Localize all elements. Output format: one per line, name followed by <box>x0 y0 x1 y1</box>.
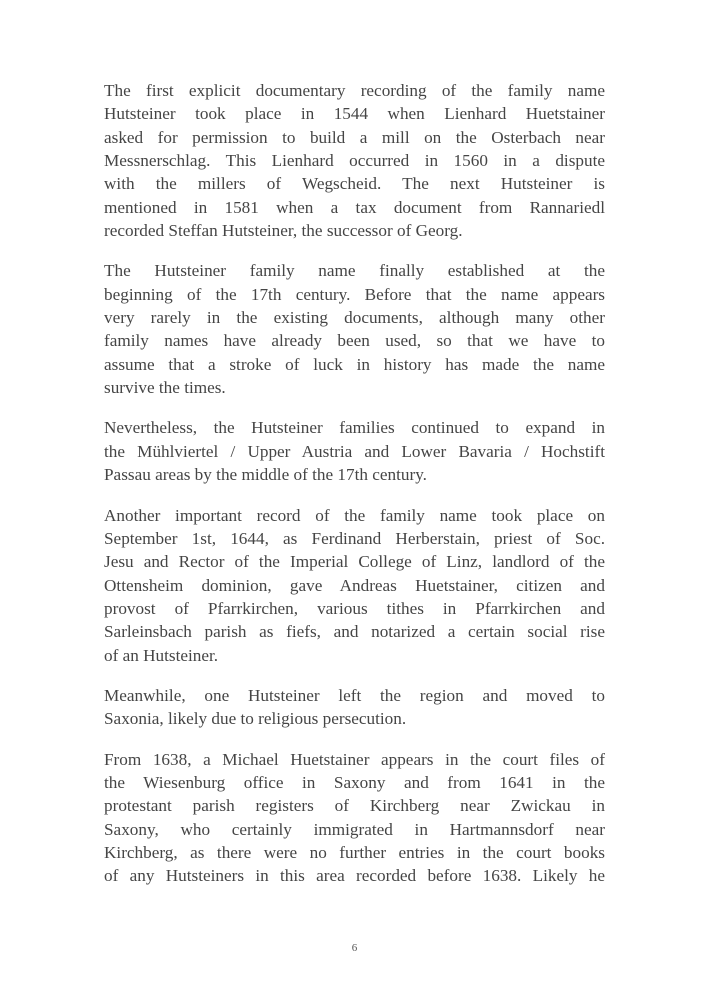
text-line: From 1638, a Michael Huetstainer appears in the court files of <box>104 749 605 769</box>
text-line: of any Hutsteiners in this area recorded before 1638. Likely he <box>104 866 605 886</box>
text-line: recorded Steffan Hutsteiner, the successor of Georg. <box>104 221 463 241</box>
text-line: family names have already been used, so that we have to <box>104 331 605 351</box>
text-line: Kirchberg, as there were no further entries in the court books <box>104 842 605 862</box>
paragraph <box>104 259 605 399</box>
paragraph <box>104 79 605 242</box>
text-line: September 1st, 1644, as Ferdinand Herberstain, priest of Soc. <box>104 528 605 548</box>
text-line: provost of Pfarrkirchen, various tithes in Pfarrkirchen and <box>104 598 605 618</box>
text-line: survive the times. <box>104 378 226 398</box>
paragraph <box>104 504 605 667</box>
text-line: The first explicit documentary recording of the family name <box>104 81 605 100</box>
text-line: assume that a stroke of luck in history has made the name <box>104 354 605 374</box>
paragraph <box>104 748 605 888</box>
text-line: of an Hutsteiner. <box>104 645 219 665</box>
page-number: 6 <box>351 942 358 954</box>
text-line: Messnerschlag. This Lienhard occurred in 1560 in a dispute <box>104 151 605 171</box>
text-line: Hutsteiner took place in 1544 when Lienhard Huetstainer <box>104 104 605 124</box>
text-line: The Hutsteiner family name finally established at the <box>104 261 605 281</box>
text-line: Jesu and Rector of the Imperial College of Linz, landlord of the <box>104 552 605 572</box>
document-body <box>104 79 605 905</box>
text-line: Meanwhile, one Hutsteiner left the region and moved to <box>104 685 605 705</box>
text-line: Saxony, who certainly immigrated in Hartmannsdorf near <box>104 819 605 839</box>
text-line: Ottensheim dominion, gave Andreas Huetstainer, citizen and <box>104 575 605 595</box>
text-line: mentioned in 1581 when a tax document from Rannariedl <box>104 197 605 217</box>
text-line: protestant parish registers of Kirchberg near Zwickau in <box>104 796 605 816</box>
text-line: Sarleinsbach parish as fiefs, and notarized a certain social rise <box>104 622 605 642</box>
text-line: asked for permission to build a mill on the Osterbach near <box>104 127 605 147</box>
text-line: Nevertheless, the Hutsteiner families continued to expand in <box>104 418 605 438</box>
text-line: with the millers of Wegscheid. The next Hutsteiner is <box>104 174 605 194</box>
paragraph <box>104 416 605 486</box>
text-line: very rarely in the existing documents, although many other <box>104 308 605 328</box>
text-line: beginning of the 17th century. Before that the name appears <box>104 284 605 304</box>
text-line: Another important record of the family name took place on <box>104 505 605 525</box>
text-line: the Mühlviertel / Upper Austria and Lower Bavaria / Hochstift <box>104 441 605 461</box>
text-line: Passau areas by the middle of the 17th century. <box>104 465 427 485</box>
paragraph <box>104 684 605 731</box>
text-line: the Wiesenburg office in Saxony and from 1641 in the <box>104 772 605 792</box>
text-line: Saxonia, likely due to religious persecution. <box>104 709 407 729</box>
